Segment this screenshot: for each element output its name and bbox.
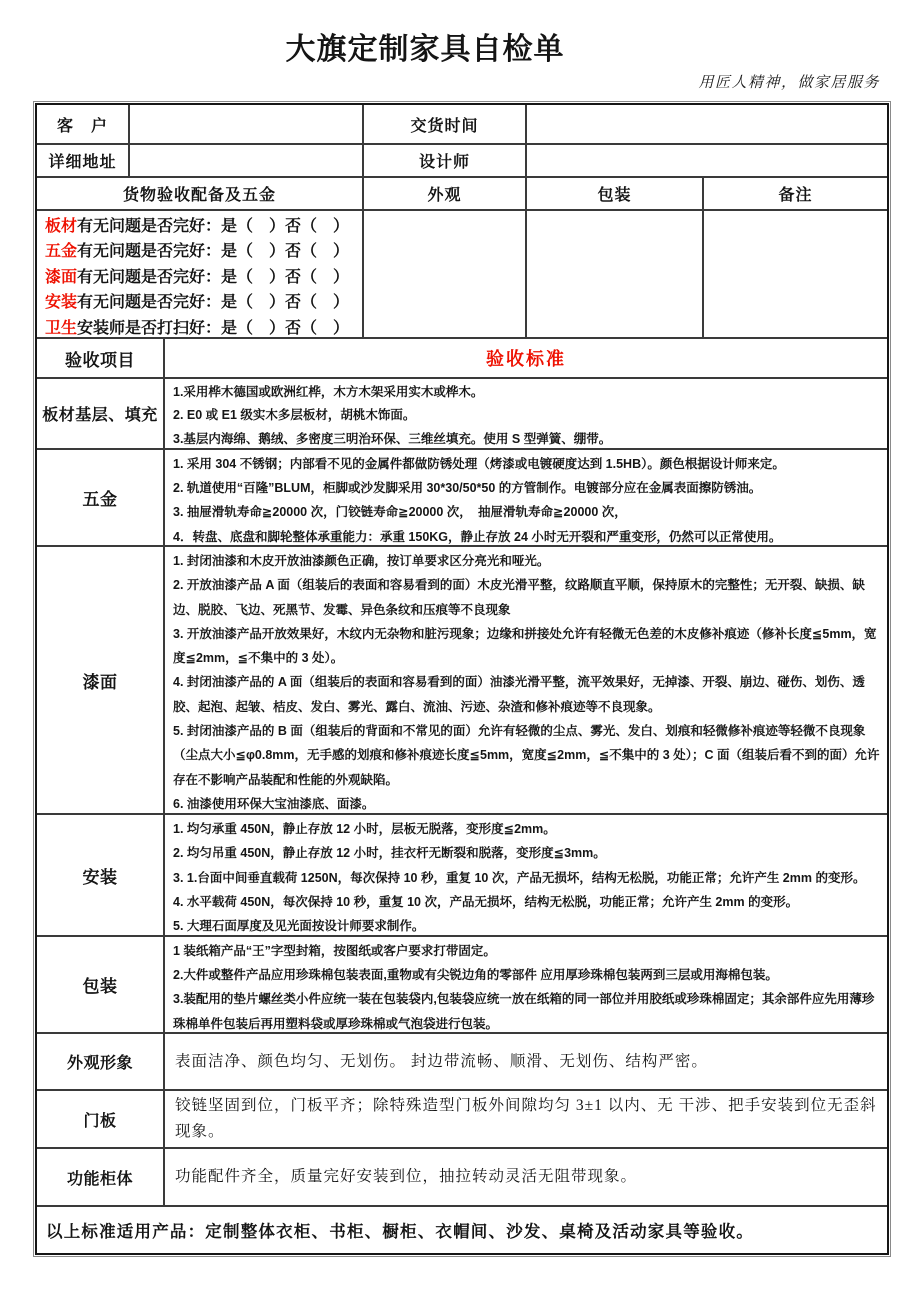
- standard-line: 5. 大理石面厚度及见光面按设计师要求制作。: [173, 919, 425, 934]
- standard-content: [165, 937, 887, 1032]
- standard-content: [165, 1149, 887, 1205]
- standard-line: 1.采用桦木德国或欧洲红桦，木方木架采用实木或桦木。: [173, 385, 484, 399]
- goods-header-hardware: 货物验收配备及五金: [37, 178, 364, 209]
- checklist-keyword: 安装: [45, 294, 78, 312]
- standard-line: 2. 均匀吊重 450N，静止存放 12 小时，挂衣杆无断裂和脱落，变形度≦3mm。: [173, 846, 606, 861]
- standard-line: 功能配件齐全，质量完好安装到位，抽拉转动灵活无阻带现象。: [175, 1168, 638, 1185]
- standard-line: 3. 抽屉滑轨寿命≧20000 次，门铰链寿命≧20000 次， 抽屉滑轨寿命≧20000 次，: [173, 505, 627, 520]
- info-row-1: [37, 105, 887, 145]
- checklist-keyword: 卫生: [45, 319, 78, 337]
- standard-line: 3.装配用的垫片螺丝类小件应统一装在包装袋内,包装袋应统一放在纸箱的同一部位并用胶纸或珍珠棉固定；其余部件应先用薄珍珠棉单件包装后再用塑料袋或厚珍珠棉或气泡袋进行包装。: [173, 992, 875, 1031]
- standard-row-doors: [37, 1091, 887, 1149]
- standard-line: 4. 封闭油漆产品的 A 面（组装后的表面和容易看到的面）油漆光滑平整，流平效果好，无掉漆、开裂、崩边、碰伤、划伤、透胶、起泡、起皱、桔皮、发白、雾光、露白、流油、污迹、杂渣和修补痕迹等不良现象。: [173, 675, 865, 714]
- standard-line: 1. 均匀承重 450N，静止存放 12 小时，层板无脱落，变形度≦2mm。: [173, 822, 556, 836]
- delivery-time-value-cell[interactable]: [527, 105, 887, 143]
- standard-line: 3. 1.台面中间垂直载荷 1250N，每次保持 10 秒，重复 10 次，产品无损坏，结构无松脱，功能正常；允许产生 2mm 的变形。: [173, 870, 866, 885]
- checklist-row: [37, 211, 887, 339]
- standard-line: 3.基层内海绵、鹅绒、多密度三明治环保、三维丝填充。使用 S 型弹簧、绷带。: [173, 431, 612, 446]
- standard-label: 外观形象: [37, 1034, 165, 1089]
- checklist-line-weisheng: [45, 316, 362, 337]
- checklist-line-anzhuang: [45, 290, 362, 315]
- applicable-products-note: 以上标准适用产品：定制整体衣柜、书柜、橱柜、衣帽间、沙发、桌椅及活动家具等验收。: [46, 1222, 754, 1241]
- standard-label: 安装: [37, 815, 165, 935]
- checklist-keyword: 漆面: [45, 268, 78, 286]
- standard-line: 1. 采用 304 不锈钢；内部看不见的金属件都做防锈处理（烤漆或电镀硬度达到 1.5HB）。颜色根据设计师来定。: [173, 457, 785, 471]
- standard-line: 铰链坚固到位，门板平齐；除特殊造型门板外间隙均匀 3±1 以内、无 干涉、把手安装到位无歪斜现象。: [175, 1097, 877, 1140]
- checklist-text: 有无问题是否完好：是（ ）否（ ）: [77, 294, 350, 312]
- packaging-blank-cell[interactable]: [527, 211, 704, 337]
- standard-label: 包装: [37, 937, 165, 1032]
- standard-label: 板材基层、填充: [37, 379, 165, 448]
- standard-row-cabinet: [37, 1149, 887, 1207]
- checklist-keyword: 五金: [45, 243, 78, 261]
- goods-header-remarks: 备注: [778, 187, 813, 204]
- standard-row-appearance: [37, 1034, 887, 1091]
- goods-header-packaging: 包装: [527, 178, 704, 209]
- standard-content: [165, 547, 887, 813]
- standard-row-packaging: [37, 937, 887, 1034]
- standard-label: 功能柜体: [37, 1149, 165, 1205]
- footer-row: [37, 1207, 887, 1253]
- checklist-line-banca: [45, 214, 362, 239]
- checklist-keyword: 板材: [45, 218, 78, 235]
- designer-value-cell[interactable]: [527, 145, 887, 176]
- designer-label: 设计师: [364, 145, 527, 176]
- address-value-cell[interactable]: [130, 145, 364, 176]
- customer-label: 客 户: [37, 105, 130, 143]
- checklist-line-wujin: [45, 239, 362, 264]
- standard-line: 2. E0 或 E1 级实木多层板材，胡桃木饰面。: [173, 408, 416, 423]
- standard-line: 6. 油漆使用环保大宝油漆底、面漆。: [173, 796, 375, 811]
- standard-content: [165, 815, 887, 935]
- standard-content: [165, 1091, 887, 1147]
- standard-line: 5. 封闭油漆产品的 B 面（组装后的背面和不常见的面）允许有轻微的尘点、雾光、发白、划痕和轻微修补痕迹等轻微不良现象（尘点大小≦φ0.8mm，无手感的划痕和修补痕迹长度≦5mm，宽度≦2mm，≦不集中的 3 处）；C 面（组装后看不到的面）允许存在不影响产品装配和性能的外观缺陷。: [173, 724, 880, 787]
- checklist-line-qimian: [45, 265, 362, 290]
- standard-line: 4. 水平载荷 450N，每次保持 10 秒，重复 10 次，产品无损坏，结构无松脱，功能正常；允许产生 2mm 的变形。: [173, 894, 799, 909]
- standard-label: 门板: [37, 1091, 165, 1147]
- customer-value-cell[interactable]: [130, 105, 364, 143]
- standards-item-header: 验收项目: [37, 339, 165, 377]
- standard-content: [165, 1034, 887, 1089]
- standard-line: 表面洁净、颜色均匀、无划伤。 封边带流畅、顺滑、无划伤、结构严密。: [175, 1052, 708, 1070]
- inspection-table: [35, 103, 889, 1255]
- standard-line: 2.大件或整件产品应用珍珠棉包装表面,重物或有尖锐边角的零部件 应用厚珍珠棉包装两到三层或用海棉包装。: [173, 968, 778, 983]
- address-label: 详细地址: [37, 145, 130, 176]
- standards-criteria-header: 验收标准: [486, 349, 566, 369]
- appearance-blank-cell[interactable]: [364, 211, 527, 337]
- standard-label: 五金: [37, 450, 165, 545]
- standard-row-paint: [37, 547, 887, 815]
- goods-header-row: [37, 178, 887, 211]
- standard-content: [165, 450, 887, 545]
- checklist-cell: [37, 211, 364, 337]
- page-title: 大旗定制家具自检单: [285, 33, 565, 66]
- standard-line: 3. 开放油漆产品开放效果好，木纹内无杂物和脏污现象；边缘和拼接处允许有轻微无色差的木皮修补痕迹（修补长度≦5mm，宽度≦2mm，≦不集中的 3 处）。: [173, 626, 877, 666]
- standard-line: 1 装纸箱产品“王”字型封箱，按图纸或客户要求打带固定。: [173, 944, 496, 958]
- standard-line: 1. 封闭油漆和木皮开放油漆颜色正确，按订单要求区分亮光和哑光。: [173, 554, 550, 568]
- standard-line: 4．转盘、底盘和脚轮整体承重能力：承重 150KG，静止存放 24 小时无开裂和严重变形，仍然可以正常使用。: [173, 529, 782, 544]
- standard-row-hardware: [37, 450, 887, 547]
- checklist-text: 有无问题是否完好：是（ ）否（ ）: [77, 243, 350, 261]
- delivery-time-label: 交货时间: [364, 105, 527, 143]
- company-slogan: 用匠人精神，做家居服务: [698, 75, 880, 91]
- checklist-text: 有无问题是否完好：是（ ）否（ ）: [77, 218, 350, 235]
- standard-line: 2. 开放油漆产品 A 面（组装后的表面和容易看到的面）木皮光滑平整，纹路顺直平顺，保持原木的完整性；无开裂、缺损、缺边、脱胶、飞边、死黑节、发霉、异色条纹和压痕等不良现象: [173, 578, 865, 617]
- checklist-text: 有无问题是否完好：是（ ）否（ ）: [77, 268, 350, 286]
- goods-header-appearance: 外观: [364, 178, 527, 209]
- standard-row-substrate: [37, 379, 887, 450]
- standard-label: 漆面: [37, 547, 165, 813]
- info-row-2: [37, 145, 887, 178]
- checklist-text: 安装师是否打扫好：是（ ）否（ ）: [77, 319, 350, 337]
- standard-row-installation: [37, 815, 887, 937]
- standards-header-row: [37, 339, 887, 379]
- standard-line: 2. 轨道使用“百隆”BLUM，柜脚或沙发脚采用 30*30/50*50 的方管制作。电镀部分应在金属表面擦防锈油。: [173, 481, 762, 496]
- standard-content: [165, 379, 887, 448]
- remarks-blank-cell[interactable]: [704, 211, 887, 337]
